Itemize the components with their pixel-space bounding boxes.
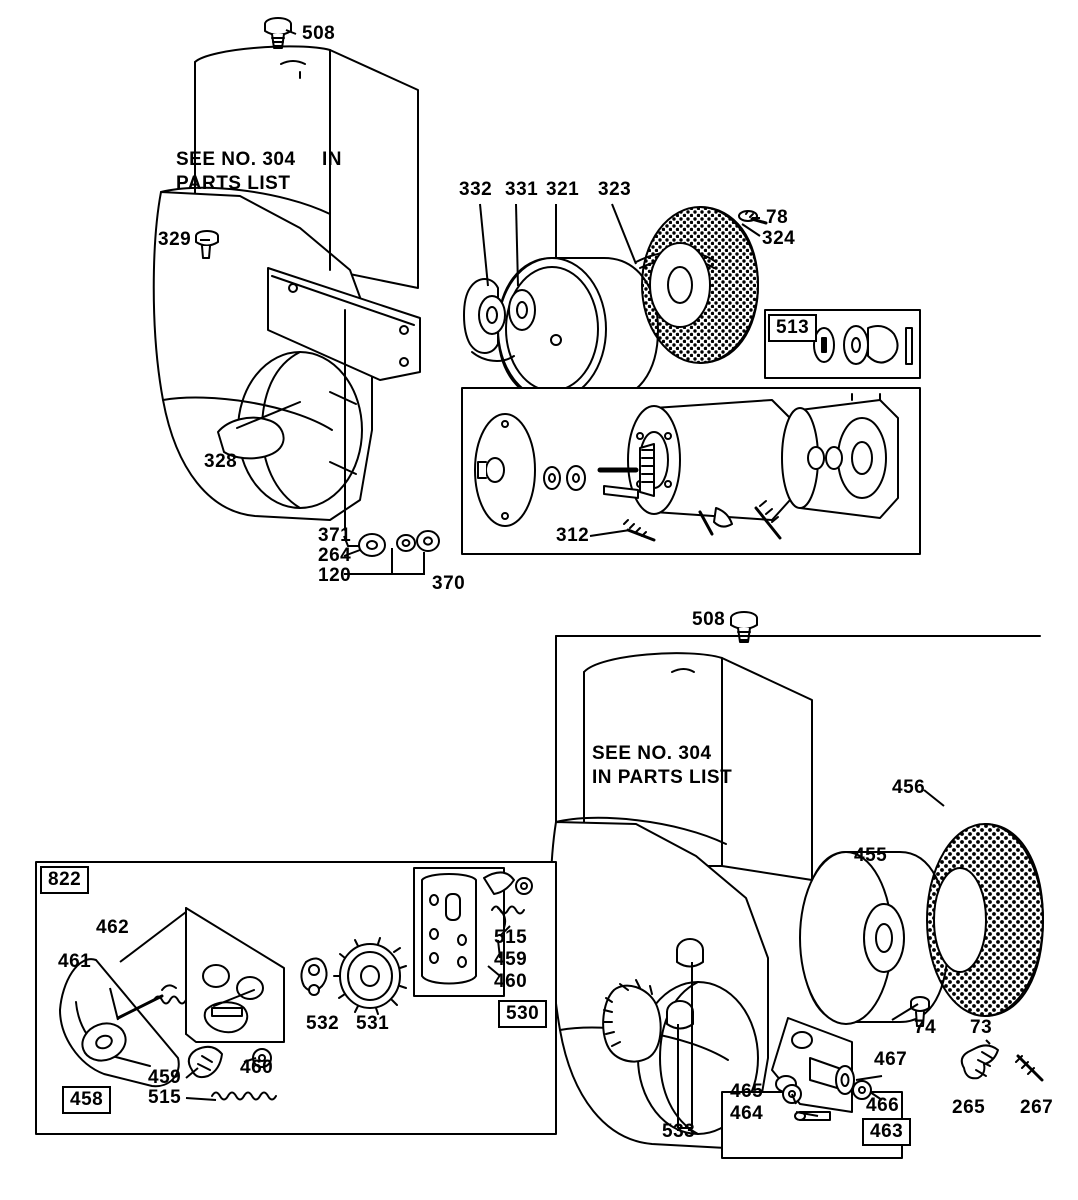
callout-323: 323 bbox=[598, 179, 632, 200]
note-in-top: IN bbox=[322, 149, 342, 170]
callout-508-bottom: 508 bbox=[692, 609, 726, 630]
callout-332: 332 bbox=[459, 179, 493, 200]
callout-456: 456 bbox=[892, 777, 926, 798]
callout-264: 264 bbox=[318, 545, 352, 566]
box-463: 463 bbox=[862, 1118, 911, 1146]
callout-464: 464 bbox=[730, 1103, 764, 1124]
callout-459-lower: 459 bbox=[148, 1067, 182, 1088]
note-see-no-304-bottom-line2: IN PARTS LIST bbox=[592, 767, 733, 788]
callout-531: 531 bbox=[356, 1013, 390, 1034]
callout-508-top: 508 bbox=[302, 23, 336, 44]
box-822: 822 bbox=[40, 866, 89, 894]
callout-467: 467 bbox=[874, 1049, 908, 1070]
callout-533: 533 bbox=[662, 1121, 696, 1142]
note-see-no-304-top-line2: PARTS LIST bbox=[176, 173, 291, 194]
callout-120: 120 bbox=[318, 565, 352, 586]
box-513: 513 bbox=[768, 314, 817, 342]
callout-455: 455 bbox=[854, 845, 888, 866]
callout-78: 78 bbox=[766, 207, 789, 228]
callout-460-lower: 460 bbox=[240, 1057, 274, 1078]
callout-74: 74 bbox=[914, 1017, 937, 1038]
note-see-no-304-bottom-line1: SEE NO. 304 bbox=[592, 743, 712, 764]
callout-73: 73 bbox=[970, 1017, 993, 1038]
callout-460-upper: 460 bbox=[494, 971, 528, 992]
callout-331: 331 bbox=[505, 179, 539, 200]
callout-465: 465 bbox=[730, 1081, 764, 1102]
callout-532: 532 bbox=[306, 1013, 340, 1034]
callout-328: 328 bbox=[204, 451, 238, 472]
box-458: 458 bbox=[62, 1086, 111, 1114]
callout-459-upper: 459 bbox=[494, 949, 528, 970]
callout-324: 324 bbox=[762, 228, 796, 249]
callout-370: 370 bbox=[432, 573, 466, 594]
callout-515-lower: 515 bbox=[148, 1087, 182, 1108]
callout-461: 461 bbox=[58, 951, 92, 972]
callout-321: 321 bbox=[546, 179, 580, 200]
callout-312: 312 bbox=[556, 525, 590, 546]
note-see-no-304-top-line1: SEE NO. 304 bbox=[176, 149, 296, 170]
callout-462: 462 bbox=[96, 917, 130, 938]
callout-329: 329 bbox=[158, 229, 192, 250]
callout-371: 371 bbox=[318, 525, 352, 546]
callout-515-upper: 515 bbox=[494, 927, 528, 948]
box-530: 530 bbox=[498, 1000, 547, 1028]
callout-466: 466 bbox=[866, 1095, 900, 1116]
callout-267: 267 bbox=[1020, 1097, 1054, 1118]
callout-265: 265 bbox=[952, 1097, 986, 1118]
